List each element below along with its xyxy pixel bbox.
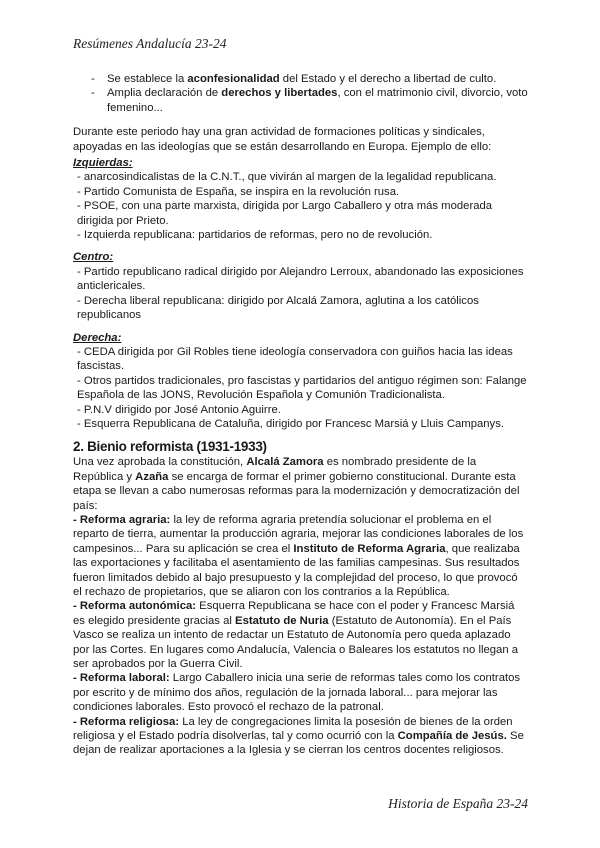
dash-marker: - (91, 87, 95, 100)
reforma-autonomica (73, 599, 528, 671)
centro-title: Centro: (73, 251, 114, 264)
bullet-bold: aconfesionalidad (187, 73, 280, 85)
reforma-agraria (73, 513, 528, 599)
text: se encarga de formar el primer gobierno constitucional. Durante esta etapa se llevan a cabo numerosas reformas para la modernización y democratización del país: (73, 470, 520, 512)
bullet-bold: derechos y libertades (221, 87, 338, 100)
section-heading: 2. Bienio reformista (1931-1933) (73, 439, 267, 455)
derecha-title: Derecha: (73, 331, 122, 344)
bullet-text: Se establece la (107, 73, 188, 85)
text: Se dejan de realizar aportaciones a la Iglesia y se cierran los centros docentes religiosos. (73, 730, 524, 757)
page-header: Resúmenes Andalucía 23-24 (73, 36, 227, 51)
reform-label: - Reforma religiosa: (73, 715, 180, 728)
list-item: - anarcosindicalistas de la C.N.T., que vivirán al margen de la legalidad republicana. (77, 171, 497, 184)
bullet-list (73, 72, 528, 115)
text: la ley de reforma agraria pretendía solucionar el problema en el reparto de tierra, aumentar la producción agraria, mejorar las condiciones laborales de los campesinos... Para su aplicación se crea el (73, 513, 524, 555)
bold-text: Azaña (135, 470, 169, 483)
bold-text: Compañía de Jesús. (397, 730, 507, 743)
bold-text: Estatuto de Nuria (235, 614, 329, 627)
section-intro (73, 455, 528, 513)
document-body (73, 72, 528, 758)
text: Esquerra Republicana se hace con el poder y Francesc Marsiá es elegido presidente gracias al (73, 600, 515, 627)
list-item: - Derecha liberal republicana: dirigido por Alcalá Zamora, aglutina a los católicos republicanos (77, 294, 479, 322)
bullet-text: del Estado y el derecho a libertad de culto. (279, 73, 497, 85)
list-item: - Partido republicano radical dirigido por Alejandro Lerroux, abandonado las exposiciones anticlericales. (77, 265, 524, 293)
text: (Estatuto de Autonomía). En el País Vasco se realiza un intento de redactar un Estatuto de Autonomía pero queda aplazado por las Cortes. En lugares como Andalucía, Valencia o Baleares los estatutos no llegan a ser aprobados por la Guerra Civil. (73, 614, 519, 671)
reform-label: - Reforma autonómica: (73, 600, 197, 613)
list-item: - P.N.V dirigido por José Antonio Aguirre. (77, 403, 281, 416)
list-item: - Partido Comunista de España, se inspira en la revolución rusa. (77, 185, 400, 198)
list-item (73, 86, 528, 115)
text: , que realizaba las exportaciones y facilitaba el asentamiento de las familias campesinas. Sus resultados fueron limitados debido al bajo presupuesto y la complejidad del proceso, lo que provocó el rechazo de propietarios, que se aliaron con los contrarios a la República. (73, 542, 520, 598)
reform-label: - Reforma laboral: (73, 672, 170, 685)
list-item (73, 72, 528, 86)
bold-text: Alcalá Zamora (246, 456, 324, 469)
list-item: - CEDA dirigida por Gil Robles tiene ideología conservadora con guiños hacia las ideas fascistas. (77, 345, 513, 373)
text: Largo Caballero inicia una serie de reformas tales como los contratos por escrito y de mínimo dos años, regulación de la jornada laboral... para mejorar las condiciones laborales. Esto provocó el rechazo de la patronal. (73, 672, 521, 714)
text: es nombrado presidente de la República y (73, 456, 477, 483)
reform-label: - Reforma agraria: (73, 513, 171, 526)
text: Una vez aprobada la constitución, (73, 456, 247, 469)
bullet-text: , con el matrimonio civil, divorcio, voto femenino... (107, 87, 528, 114)
izquierdas-title: Izquierdas: (73, 157, 133, 170)
list-item: - Izquierda republicana: partidarios de reformas, pero no de revolución. (77, 229, 433, 242)
text: La ley de congregaciones limita la posesión de bienes de la orden religiosa y el Estado podría disolverlas, tal y como ocurrió con la (73, 715, 513, 743)
list-item: - Esquerra Republicana de Cataluña, dirigido por Francesc Marsiá y Lluis Campanys. (77, 417, 504, 430)
reforma-laboral (73, 671, 528, 714)
list-item: - PSOE, con una parte marxista, dirigida por Largo Caballero y otra más moderada dirigida por Prieto. (77, 200, 493, 227)
bullet-text: Amplia declaración de (107, 87, 222, 100)
intro-paragraph: Durante este periodo hay una gran actividad de formaciones políticas y sindicales, apoyadas en las ideologías que se están desarrollando en Europa. Ejemplo de ello: (73, 126, 492, 153)
bold-text: Instituto de Reforma Agraria (293, 542, 446, 555)
reforma-religiosa (73, 715, 528, 758)
dash-marker: - (91, 73, 95, 85)
page-footer: Historia de España 23-24 (388, 796, 528, 811)
list-item: - Otros partidos tradicionales, pro fascistas y partidarios del antiguo régimen son: Falange Española de las JONS, Revolución Española y Comunión Tradicionalista. (77, 374, 527, 402)
